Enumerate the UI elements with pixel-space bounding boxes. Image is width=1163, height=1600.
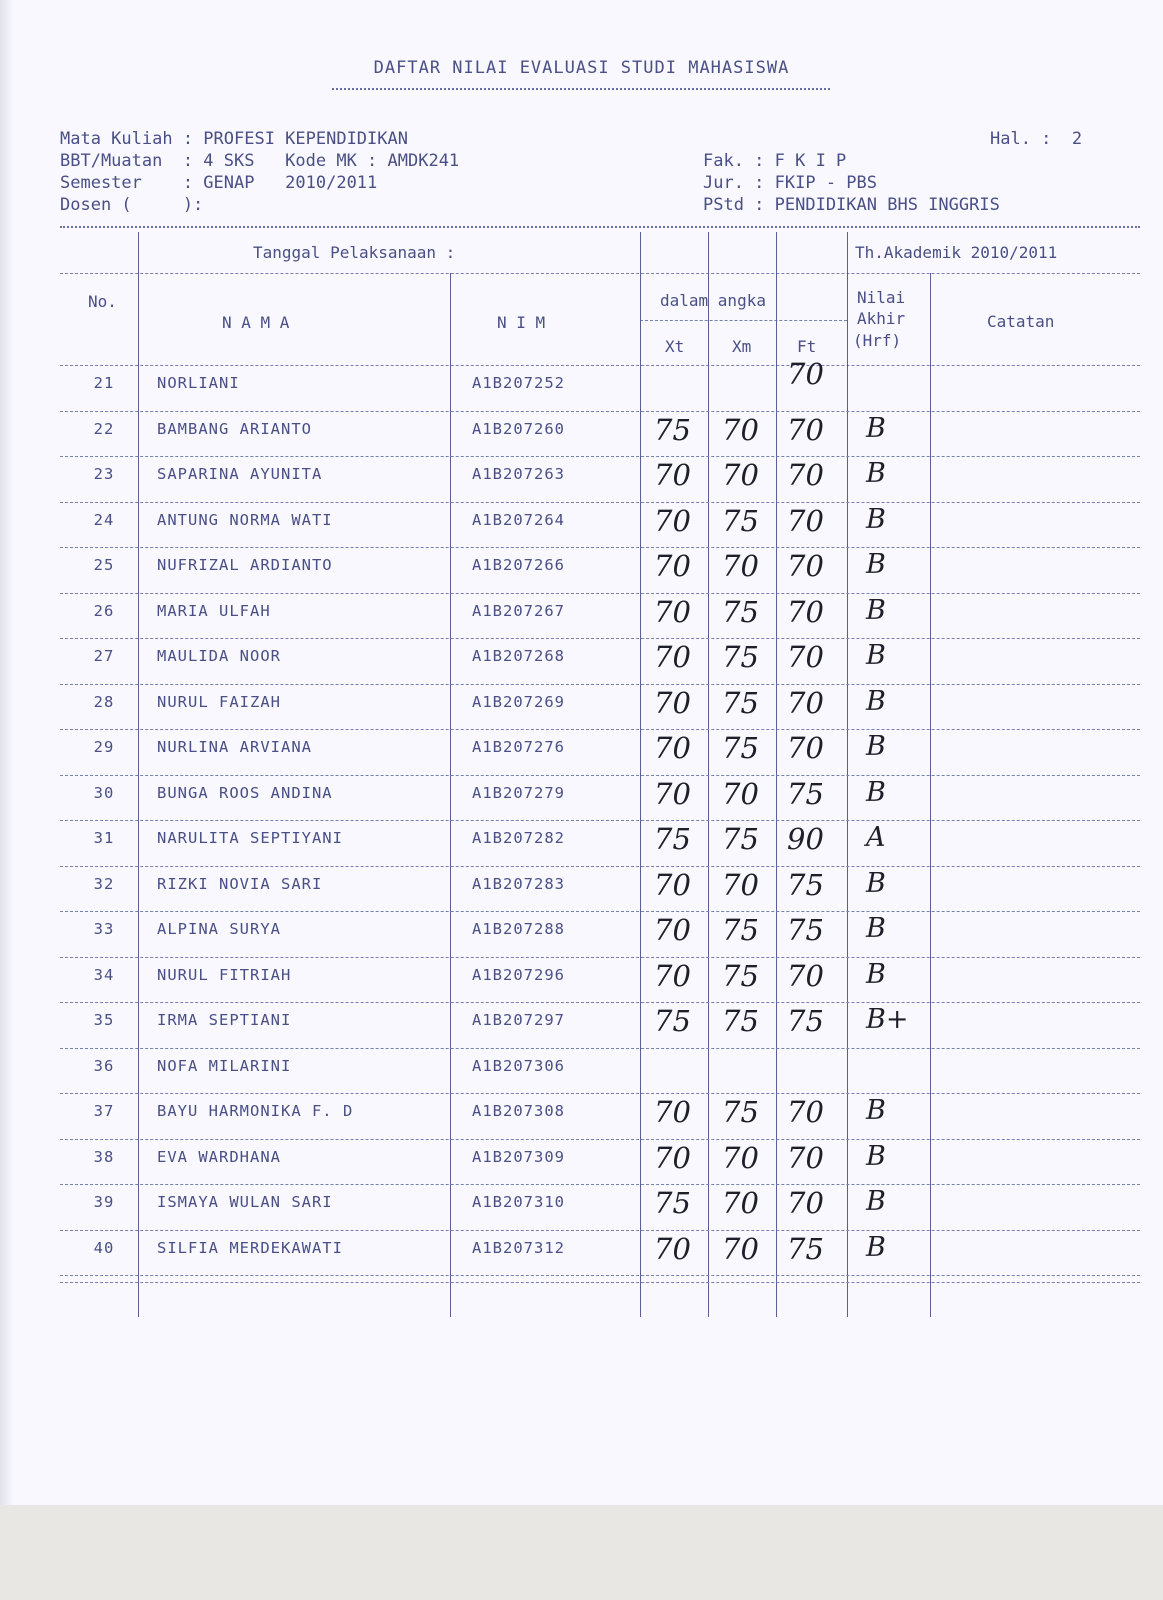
ft-score: 90 xyxy=(787,822,824,856)
student-name: NUFRIZAL ARDIANTO xyxy=(157,556,333,574)
scan-bottom-margin xyxy=(0,1505,1163,1600)
ft-score: 75 xyxy=(787,913,824,947)
xm-score: 75 xyxy=(722,1095,759,1129)
xm-score: 75 xyxy=(722,731,759,765)
table-column-rule xyxy=(450,273,451,1317)
row-number: 32 xyxy=(93,874,115,893)
semester-line: Semester : GENAP 2010/2011 xyxy=(60,173,378,193)
document-title: DAFTAR NILAI EVALUASI STUDI MAHASISWA xyxy=(373,58,790,78)
row-number: 38 xyxy=(93,1147,115,1166)
row-number: 37 xyxy=(93,1102,115,1120)
row-separator xyxy=(60,638,1140,639)
row-number: 26 xyxy=(93,601,115,620)
ft-score: 75 xyxy=(787,1231,824,1266)
student-name: SAPARINA AYUNITA xyxy=(157,465,323,483)
table-column-rule xyxy=(930,273,931,1317)
ft-score: 70 xyxy=(787,731,824,765)
student-name: SILFIA MERDEKAWATI xyxy=(157,1238,343,1257)
row-separator xyxy=(60,684,1140,685)
student-name: NURUL FITRIAH xyxy=(157,965,292,984)
scan-edge-shadow xyxy=(0,0,14,1505)
student-nim: A1B207263 xyxy=(472,465,565,483)
xt-score: 70 xyxy=(654,503,691,538)
ft-score: 75 xyxy=(787,867,824,902)
ft-score: 70 xyxy=(787,1140,824,1175)
header-separator xyxy=(60,226,1140,228)
row-number: 25 xyxy=(93,556,115,574)
xm-score: 70 xyxy=(722,412,759,447)
row-separator xyxy=(60,1230,1140,1231)
xm-score: 70 xyxy=(722,549,759,583)
row-number: 30 xyxy=(93,783,115,802)
ft-score: 70 xyxy=(787,503,824,538)
xm-score: 70 xyxy=(722,867,759,902)
column-nama: N A M A xyxy=(222,313,290,332)
dalam-angka-line xyxy=(640,320,847,321)
xt-score: 70 xyxy=(654,685,691,720)
program-studi-line: PStd : PENDIDIKAN BHS INGGRIS xyxy=(703,195,1000,215)
ft-score: 70 xyxy=(787,958,824,993)
student-nim: A1B207283 xyxy=(472,874,565,893)
xm-score: 75 xyxy=(722,640,759,674)
row-separator xyxy=(60,866,1140,867)
student-nim: A1B207266 xyxy=(472,556,565,574)
xm-score: 70 xyxy=(722,1186,759,1220)
dosen-line: Dosen ( ): xyxy=(60,195,204,215)
student-nim: A1B207312 xyxy=(472,1238,565,1257)
row-number: 22 xyxy=(93,419,115,438)
xt-score: 75 xyxy=(654,1004,691,1038)
xm-score: 70 xyxy=(722,458,759,492)
ft-score: 70 xyxy=(787,640,824,674)
student-name: RIZKI NOVIA SARI xyxy=(157,874,323,893)
xt-score: 70 xyxy=(654,594,691,629)
row-number: 39 xyxy=(93,1193,115,1211)
xm-score: 70 xyxy=(722,776,759,811)
final-grade: B xyxy=(866,1140,886,1172)
row-number: 29 xyxy=(93,738,115,756)
tahun-akademik-label: Th.Akademik 2010/2011 xyxy=(855,243,1058,262)
xm-score: 70 xyxy=(722,1231,759,1266)
xt-score: 70 xyxy=(654,458,691,492)
column-ft: Ft xyxy=(797,337,817,356)
student-name: ANTUNG NORMA WATI xyxy=(157,510,333,529)
student-nim: A1B207279 xyxy=(472,783,565,802)
student-name: BAYU HARMONIKA F. D xyxy=(157,1102,354,1120)
ft-score: 70 xyxy=(787,1186,824,1220)
dalam-angka-label: dalam angka xyxy=(660,291,766,310)
student-name: ALPINA SURYA xyxy=(157,920,281,938)
student-name: BAMBANG ARIANTO xyxy=(157,419,312,438)
ft-score: 70 xyxy=(787,549,824,583)
final-grade: B xyxy=(866,685,886,717)
student-name: NARULITA SEPTIYANI xyxy=(157,829,343,847)
xt-score: 70 xyxy=(654,913,691,947)
xt-score: 70 xyxy=(654,549,691,583)
row-number: 34 xyxy=(93,965,115,984)
student-name: NOFA MILARINI xyxy=(157,1056,292,1075)
table-head-bottom xyxy=(60,365,1140,366)
student-nim: A1B207267 xyxy=(472,601,565,620)
ft-score: 70 xyxy=(787,458,824,492)
table-head-line xyxy=(60,273,1140,274)
row-number: 28 xyxy=(93,692,115,711)
row-separator xyxy=(60,411,1140,412)
xm-score: 75 xyxy=(722,1004,759,1038)
table-bottom-line xyxy=(60,1282,1140,1283)
column-xt: Xt xyxy=(665,337,685,356)
akhir-label: Akhir xyxy=(857,309,906,328)
student-name: MARIA ULFAH xyxy=(157,601,271,620)
row-number: 27 xyxy=(93,647,115,665)
student-name: NURUL FAIZAH xyxy=(157,692,281,711)
jurusan-line: Jur. : FKIP - PBS xyxy=(703,173,877,193)
xm-score: 70 xyxy=(722,1140,759,1175)
row-separator xyxy=(60,820,1140,821)
student-name: ISMAYA WULAN SARI xyxy=(157,1193,333,1211)
row-separator xyxy=(60,1275,1140,1276)
row-separator xyxy=(60,1048,1140,1049)
row-number: 21 xyxy=(93,374,115,392)
student-name: EVA WARDHANA xyxy=(157,1147,281,1166)
student-name: IRMA SEPTIANI xyxy=(157,1011,292,1029)
fakultas-line: Fak. : F K I P xyxy=(703,151,847,171)
student-nim: A1B207296 xyxy=(472,965,565,984)
column-no: No. xyxy=(88,292,117,311)
row-separator xyxy=(60,1002,1140,1003)
xt-score: 70 xyxy=(654,640,691,674)
final-grade: B xyxy=(866,1095,886,1126)
student-nim: A1B207268 xyxy=(472,647,565,665)
row-separator xyxy=(60,593,1140,594)
final-grade: B xyxy=(866,1186,886,1217)
xm-score: 75 xyxy=(722,913,759,947)
student-nim: A1B207276 xyxy=(472,738,565,756)
final-grade: B xyxy=(866,594,886,626)
ft-score: 75 xyxy=(787,1004,824,1038)
ft-score: 70 xyxy=(787,594,824,629)
final-grade: B+ xyxy=(866,1004,909,1035)
column-catatan: Catatan xyxy=(987,312,1055,331)
final-grade: B xyxy=(866,776,886,808)
ft-score: 70 xyxy=(787,1095,824,1129)
xt-score: 70 xyxy=(654,1095,691,1129)
student-nim: A1B207282 xyxy=(472,829,565,847)
xt-score: 70 xyxy=(654,1140,691,1175)
row-separator xyxy=(60,729,1140,730)
row-number: 40 xyxy=(93,1238,115,1257)
row-number: 36 xyxy=(93,1056,115,1075)
student-nim: A1B207264 xyxy=(472,510,565,529)
row-separator xyxy=(60,456,1140,457)
student-name: MAULIDA NOOR xyxy=(157,647,281,665)
hrf-label: (Hrf) xyxy=(853,331,902,350)
final-grade: B xyxy=(866,412,886,444)
final-grade: B xyxy=(866,640,886,671)
xt-score: 70 xyxy=(654,776,691,811)
row-separator xyxy=(60,1184,1140,1185)
final-grade: B xyxy=(866,731,886,762)
final-grade: B xyxy=(866,913,886,944)
student-name: BUNGA ROOS ANDINA xyxy=(157,783,333,802)
xt-score: 75 xyxy=(654,822,691,856)
student-name: NORLIANI xyxy=(157,374,240,392)
xm-score: 75 xyxy=(722,685,759,720)
row-separator xyxy=(60,957,1140,958)
title-underline xyxy=(332,88,830,90)
student-nim: A1B207260 xyxy=(472,419,565,438)
row-number: 35 xyxy=(93,1011,115,1029)
xt-score: 70 xyxy=(654,1231,691,1266)
xm-score: 75 xyxy=(722,503,759,538)
student-nim: A1B207269 xyxy=(472,692,565,711)
page-number: Hal. : 2 xyxy=(990,129,1083,149)
final-grade: B xyxy=(866,549,886,580)
row-separator xyxy=(60,547,1140,548)
column-xm: Xm xyxy=(732,337,752,356)
row-separator xyxy=(60,775,1140,776)
nilai-label: Nilai xyxy=(857,288,906,307)
student-nim: A1B207297 xyxy=(472,1011,565,1029)
ft-score: 70 xyxy=(787,412,824,447)
row-number: 31 xyxy=(93,829,115,847)
student-nim: A1B207306 xyxy=(472,1056,565,1075)
final-grade: B xyxy=(866,503,886,535)
xt-score: 75 xyxy=(654,1186,691,1220)
student-nim: A1B207310 xyxy=(472,1193,565,1211)
xt-score: 75 xyxy=(654,412,691,447)
final-grade: B xyxy=(866,958,886,990)
final-grade: B xyxy=(866,458,886,489)
row-number: 33 xyxy=(93,920,115,938)
row-number: 23 xyxy=(93,465,115,483)
mata-kuliah-line: Mata Kuliah : PROFESI KEPENDIDIKAN xyxy=(60,129,408,149)
bbt-line: BBT/Muatan : 4 SKS Kode MK : AMDK241 xyxy=(60,151,460,171)
row-separator xyxy=(60,1093,1140,1094)
xt-score: 70 xyxy=(654,958,691,993)
xt-score: 70 xyxy=(654,731,691,765)
column-nim: N I M xyxy=(497,313,546,332)
student-nim: A1B207288 xyxy=(472,920,565,938)
ft-score: 70 xyxy=(787,685,824,720)
xt-score: 70 xyxy=(654,867,691,902)
xm-score: 75 xyxy=(722,822,759,856)
student-nim: A1B207252 xyxy=(472,374,565,392)
xm-score: 75 xyxy=(722,594,759,629)
final-grade: A xyxy=(866,822,886,853)
student-nim: A1B207309 xyxy=(472,1147,565,1166)
ft-score: 75 xyxy=(787,776,824,811)
ft-score: 70 xyxy=(787,357,824,391)
tanggal-pelaksanaan-label: Tanggal Pelaksanaan : xyxy=(253,243,456,262)
student-name: NURLINA ARVIANA xyxy=(157,738,312,756)
row-separator xyxy=(60,911,1140,912)
student-nim: A1B207308 xyxy=(472,1102,565,1120)
row-separator xyxy=(60,1139,1140,1140)
row-separator xyxy=(60,502,1140,503)
xm-score: 75 xyxy=(722,958,759,993)
row-number: 24 xyxy=(93,510,115,529)
final-grade: B xyxy=(866,867,886,899)
final-grade: B xyxy=(866,1231,886,1263)
